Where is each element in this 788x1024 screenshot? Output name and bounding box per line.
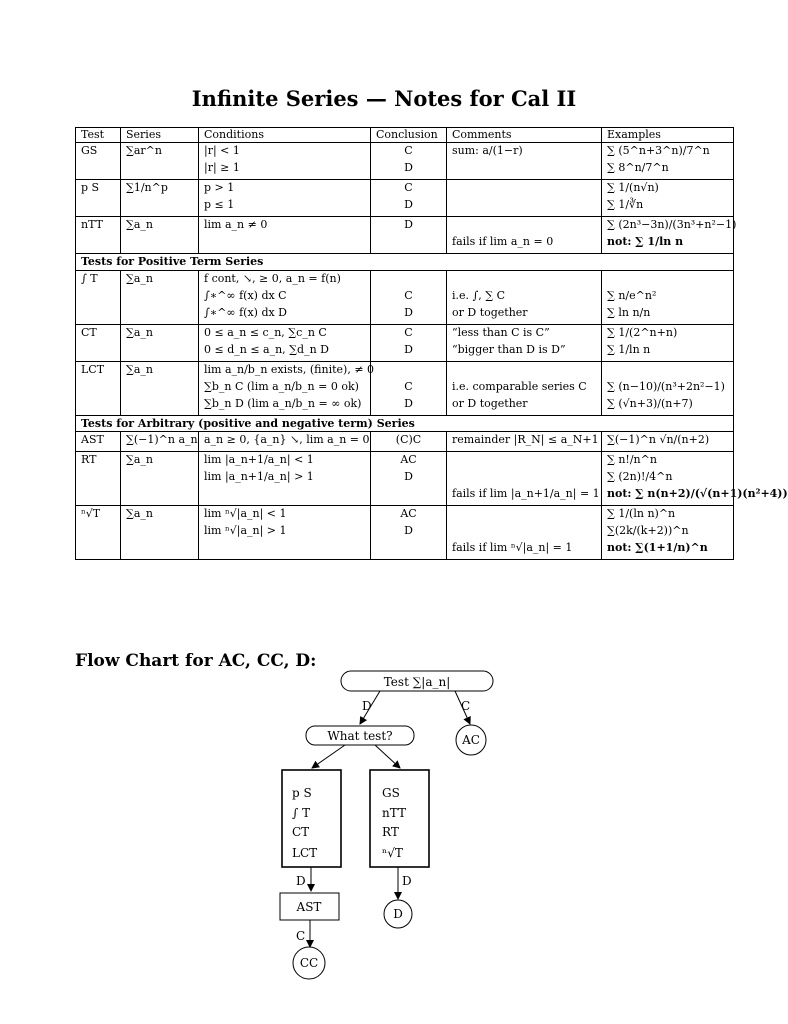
flow-node-d-label: D [393, 907, 403, 921]
conditions-cell: f cont, ↘, ≥ 0, a_n = f(n) ∫∗^∞ f(x) dx C ∫∗^∞ f(x) dx D [199, 270, 371, 324]
conditions-cell: a_n ≥ 0, {a_n} ↘, lim a_n = 0 [199, 432, 371, 452]
conclusion-cell: C D [371, 179, 447, 216]
header-series: Series [121, 128, 199, 143]
header-conditions: Conditions [199, 128, 371, 143]
conclusion-cell: C D [371, 361, 447, 415]
flow-label-c2: C [296, 929, 306, 943]
examples-cell: ∑ n/e^n² ∑ ln n/n [602, 270, 734, 324]
test-name: ∫ T [76, 270, 121, 324]
examples-cell: ∑ 1/(2^n+n) ∑ 1/ln n [602, 324, 734, 361]
header-conclusion: Conclusion [371, 128, 447, 143]
test-name: GS [76, 142, 121, 179]
comments-cell: “less than C is C” “bigger than D is D” [447, 324, 602, 361]
comments-cell: i.e. comparable series C or D together [447, 361, 602, 415]
conditions-cell: 0 ≤ a_n ≤ c_n, ∑c_n C 0 ≤ d_n ≤ a_n, ∑d_n D [199, 324, 371, 361]
comments-cell: fails if lim ⁿ√|a_n| = 1 [447, 506, 602, 560]
examples-cell: ∑ 1/(n√n) ∑ 1/∛n [602, 179, 734, 216]
flow-node-cc-label: CC [299, 956, 319, 970]
comments-cell: fails if lim |a_n+1/a_n| = 1 [447, 452, 602, 506]
conditions-cell: lim a_n/b_n exists, (finite), ≠ 0 ∑b_n C (lim a_n/b_n = 0 ok) ∑b_n D (lim a_n/b_n = ∞ ok) [199, 361, 371, 415]
flow-arrow-right [375, 745, 400, 768]
series-form: ∑a_n [121, 361, 199, 415]
comments-cell: i.e. ∫, ∑ C or D together [447, 270, 602, 324]
header-test: Test [76, 128, 121, 143]
flow-box-right-item: GS [382, 786, 400, 800]
flow-box-left-item: CT [292, 825, 310, 839]
conclusion-cell: C D [371, 270, 447, 324]
test-name: RT [76, 452, 121, 506]
flow-node-ac-label: AC [462, 733, 480, 747]
conditions-cell: lim a_n ≠ 0 [199, 216, 371, 253]
flow-label-d1: D [362, 699, 372, 713]
flow-box-right-item: RT [382, 825, 399, 839]
flow-label-c1: C [461, 699, 471, 713]
conditions-cell: |r| < 1 |r| ≥ 1 [199, 142, 371, 179]
test-name: AST [76, 432, 121, 452]
series-form: ∑a_n [121, 506, 199, 560]
conclusion-cell: (C)C [371, 432, 447, 452]
flow-box-left-item: ∫ T [292, 806, 311, 820]
examples-cell: ∑ 1/(ln n)^n ∑(2k/(k+2))^n not: ∑(1+1/n)^n [602, 506, 734, 560]
test-name: ⁿ√T [76, 506, 121, 560]
conclusion-cell: AC D [371, 452, 447, 506]
conditions-cell: lim |a_n+1/a_n| < 1 lim |a_n+1/a_n| > 1 [199, 452, 371, 506]
test-name: LCT [76, 361, 121, 415]
examples-cell: ∑ (2n³−3n)/(3n³+n²−1) not: ∑ 1/ln n [602, 216, 734, 253]
flow-box-left-item: p S [292, 786, 312, 800]
section-heading-positive: Tests for Positive Term Series [76, 253, 734, 270]
test-name: CT [76, 324, 121, 361]
flow-chart-heading: Flow Chart for AC, CC, D: [75, 651, 317, 671]
examples-cell: ∑ (5^n+3^n)/7^n ∑ 8^n/7^n [602, 142, 734, 179]
flow-box-left-item: LCT [292, 846, 318, 860]
flow-label-d3: D [402, 874, 412, 888]
series-form: ∑a_n [121, 324, 199, 361]
series-form: ∑a_n [121, 452, 199, 506]
flow-node-ast-label: AST [296, 900, 322, 914]
header-examples: Examples [602, 128, 734, 143]
header-comments: Comments [447, 128, 602, 143]
examples-cell: ∑(−1)^n √n/(n+2) [602, 432, 734, 452]
flow-node-test-abs-label: Test ∑|a_n| [383, 675, 451, 689]
section-heading-arbitrary: Tests for Arbitrary (positive and negative term) Series [76, 415, 734, 432]
series-form: ∑1/n^p [121, 179, 199, 216]
comments-cell: fails if lim a_n = 0 [447, 216, 602, 253]
conclusion-cell: AC D [371, 506, 447, 560]
page-title: Infinite Series — Notes for Cal II [191, 86, 577, 111]
series-form: ∑ar^n [121, 142, 199, 179]
series-form: ∑a_n [121, 216, 199, 253]
conditions-cell: p > 1 p ≤ 1 [199, 179, 371, 216]
flow-arrow-left [312, 745, 345, 768]
conclusion-cell: D [371, 216, 447, 253]
test-name: nTT [76, 216, 121, 253]
conditions-cell: lim ⁿ√|a_n| < 1 lim ⁿ√|a_n| > 1 [199, 506, 371, 560]
conclusion-cell: C D [371, 324, 447, 361]
flow-label-d2: D [296, 874, 306, 888]
series-form: ∑(−1)^n a_n [121, 432, 199, 452]
comments-cell: sum: a/(1−r) [447, 142, 602, 179]
flow-box-right-item: ⁿ√T [382, 846, 403, 860]
series-form: ∑a_n [121, 270, 199, 324]
flow-node-what-test-label: What test? [327, 729, 393, 743]
test-name: p S [76, 179, 121, 216]
examples-cell: ∑ (n−10)/(n³+2n²−1) ∑ (√n+3)/(n+7) [602, 361, 734, 415]
examples-cell: ∑ n!/n^n ∑ (2n)!/4^n not: ∑ n(n+2)/(√(n+1)(n²+4)) [602, 452, 734, 506]
flow-box-right-item: nTT [382, 806, 406, 820]
comments-cell: remainder |R_N| ≤ a_N+1 [447, 432, 602, 452]
conclusion-cell: C D [371, 142, 447, 179]
